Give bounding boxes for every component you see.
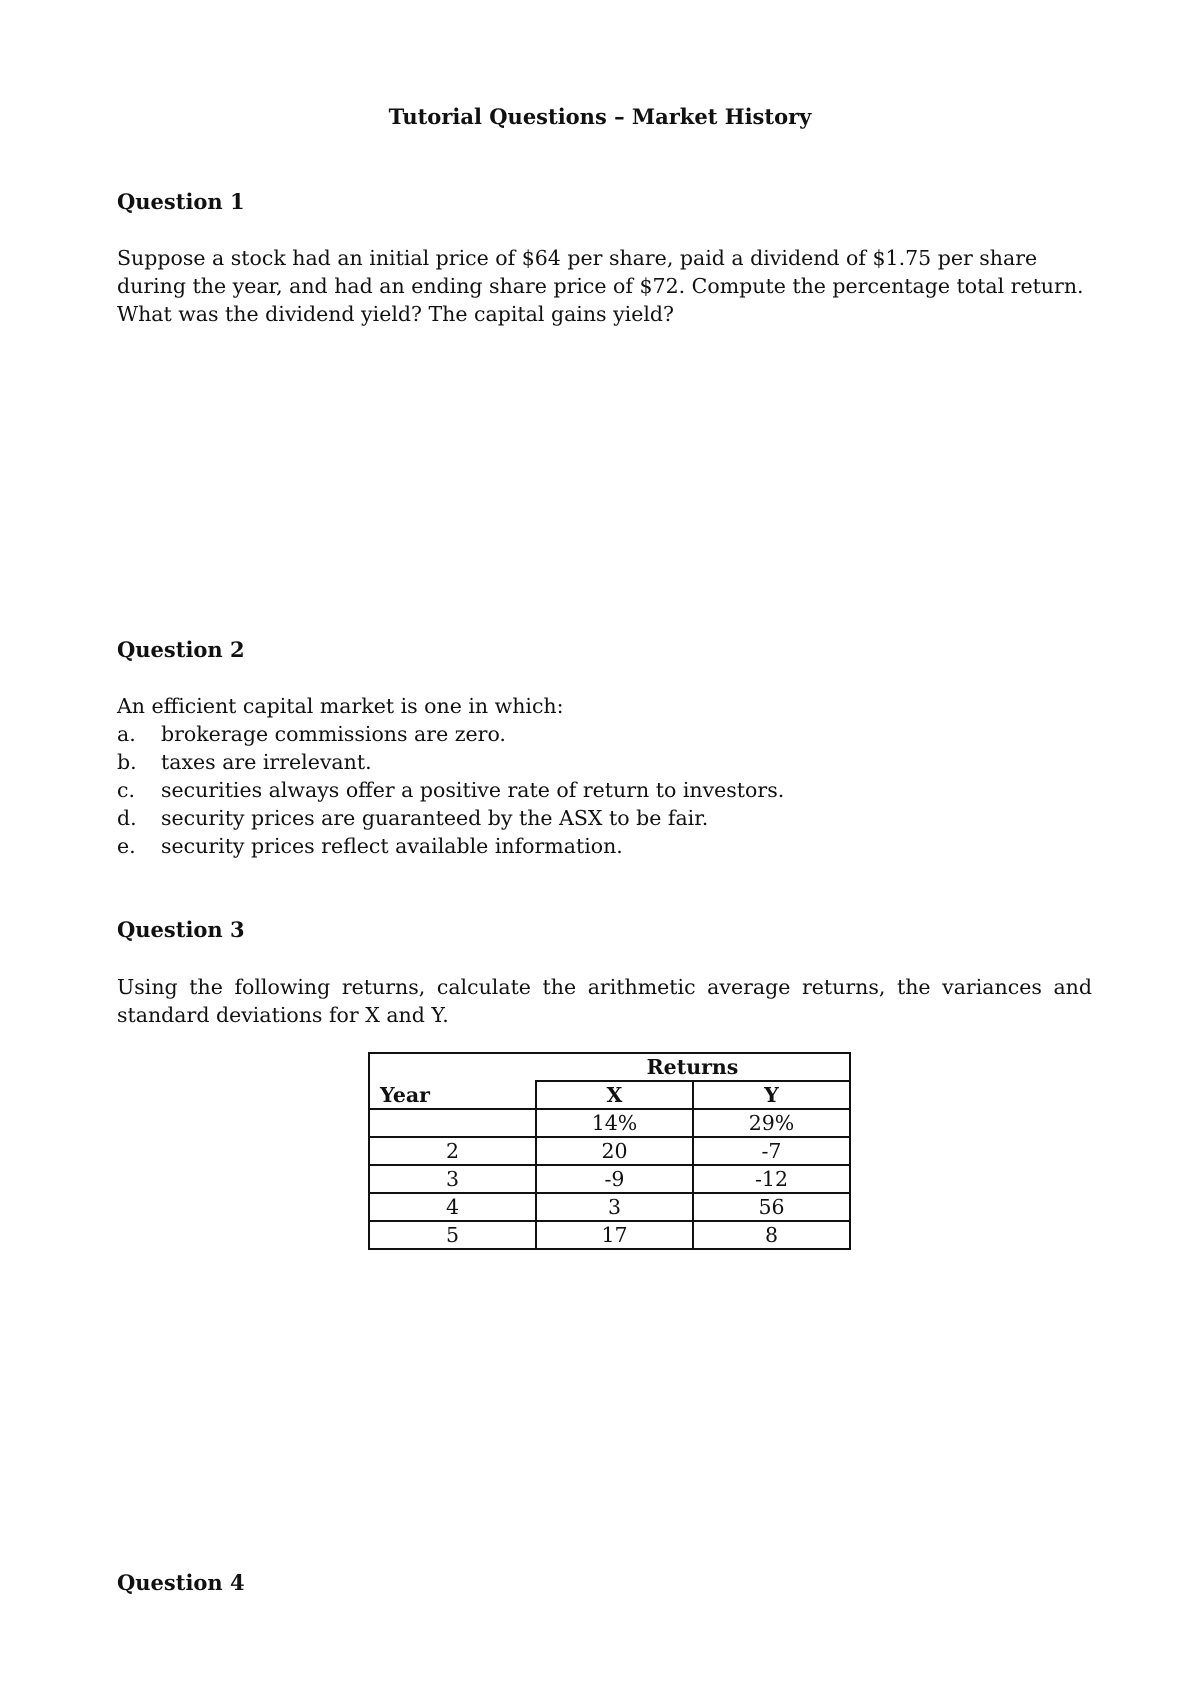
- option-c: [117, 776, 784, 804]
- option-letter: e.: [117, 834, 136, 858]
- option-text: taxes are irrelevant.: [161, 750, 372, 774]
- document-title: Tutorial Questions – Market History: [388, 104, 812, 129]
- question-3-text: Using the following returns, calculate the arithmetic average returns, the variances and standard deviations for X and Y.: [117, 975, 1092, 1027]
- option-e: [117, 832, 623, 860]
- option-text: securities always offer a positive rate of return to investors.: [161, 778, 785, 802]
- y-cell: -7: [693, 1137, 850, 1165]
- year-cell: 3: [369, 1165, 536, 1193]
- table-row: [369, 1165, 850, 1193]
- returns-group-header: Returns: [536, 1053, 850, 1081]
- option-text: security prices reflect available information.: [161, 834, 623, 858]
- year-column-header: Year: [369, 1081, 536, 1109]
- table-row: [369, 1137, 850, 1165]
- option-letter: c.: [117, 778, 135, 802]
- x-cell: 20: [536, 1137, 693, 1165]
- year-cell: 5: [369, 1221, 536, 1249]
- x-column-header: X: [536, 1081, 693, 1109]
- question-4-heading: Question 4: [117, 1570, 245, 1595]
- table-group-header-row: [369, 1053, 850, 1081]
- option-a: [117, 720, 506, 748]
- y-cell: -12: [693, 1165, 850, 1193]
- question-2-intro: An efficient capital market is one in which:: [117, 694, 564, 718]
- option-b: [117, 748, 372, 776]
- option-text: security prices are guaranteed by the ASX to be fair.: [161, 806, 709, 830]
- option-letter: a.: [117, 722, 136, 746]
- y-cell: 8: [693, 1221, 850, 1249]
- option-letter: d.: [117, 806, 137, 830]
- year-cell: [369, 1109, 536, 1137]
- option-d: [117, 804, 708, 832]
- x-cell: 14%: [536, 1109, 693, 1137]
- option-text: brokerage commissions are zero.: [161, 722, 506, 746]
- x-cell: -9: [536, 1165, 693, 1193]
- table-header-row: [369, 1081, 850, 1109]
- table-row: [369, 1193, 850, 1221]
- x-cell: 3: [536, 1193, 693, 1221]
- question-1-text: Suppose a stock had an initial price of $64 per share, paid a dividend of $1.75 per share during the year, and had an ending share price of $72. Compute the percentage total return. What was the dividend yield? The capital gains yield?: [117, 246, 1084, 326]
- table-row: [369, 1109, 850, 1137]
- table-cell: [369, 1053, 536, 1081]
- year-cell: 4: [369, 1193, 536, 1221]
- table-row: [369, 1221, 850, 1249]
- year-cell: 2: [369, 1137, 536, 1165]
- y-cell: 56: [693, 1193, 850, 1221]
- y-cell: 29%: [693, 1109, 850, 1137]
- returns-table: [368, 1052, 851, 1250]
- question-2-heading: Question 2: [117, 637, 245, 662]
- question-3-heading: Question 3: [117, 917, 245, 942]
- option-letter: b.: [117, 750, 137, 774]
- question-1-heading: Question 1: [117, 189, 245, 214]
- y-column-header: Y: [693, 1081, 850, 1109]
- x-cell: 17: [536, 1221, 693, 1249]
